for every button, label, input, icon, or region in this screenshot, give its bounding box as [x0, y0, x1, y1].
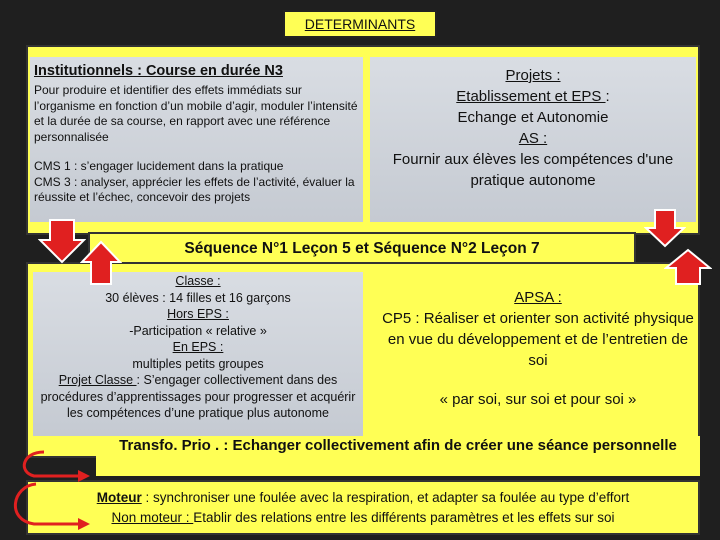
classe-heading: Classe : — [175, 274, 221, 288]
apsa-quote: « par soi, sur soi et pour soi » — [439, 391, 637, 408]
non-moteur-text: Etablir des relations entre les différents paramètres et les effets sur soi — [193, 510, 615, 525]
transfo-bar — [96, 436, 700, 476]
apsa-heading: APSA : — [514, 289, 562, 306]
page-title: DETERMINANTS — [304, 16, 416, 32]
non-moteur-label: Non moteur : — [111, 510, 194, 525]
en-eps-label: En EPS : — [172, 340, 224, 354]
apsa-text: CP5 : Réaliser et orienter son activité physique en vue du développement et de l’entretien de soi — [382, 310, 694, 369]
sequence-text: Séquence N°1 Leçon 5 et Séquence N°2 Leçon 7 — [184, 240, 540, 257]
arrow-up-left-icon — [80, 240, 122, 286]
institutionnels-panel — [30, 57, 363, 222]
projets-heading: Projets : — [505, 67, 561, 84]
sequence-bar — [88, 232, 636, 266]
etablissement-text: Echange et Autonomie — [457, 109, 609, 126]
moteur-label: Moteur — [96, 490, 142, 505]
en-eps-text: multiples petits groupes — [132, 356, 264, 371]
projet-classe-text: : S’engager collectivement dans des procédures d’apprentissages pour progresser et acquérir les compétences d’une pratique plus autonome — [40, 373, 356, 420]
cms3-text: CMS 3 : analyser, apprécier les effets de l’activité, évaluer la réussite et l’échec, concevoir des projets — [34, 174, 355, 204]
institutionnels-heading: Institutionnels : Course en durée N3 — [34, 63, 283, 79]
as-label: AS : — [518, 130, 548, 147]
arrow-up-right-icon — [664, 248, 712, 286]
classe-panel — [33, 272, 363, 436]
institutionnels-description: Pour produire et identifier des effets immédiats sur l’organisme en fonction d’un mobile d’agir, moduler l’intensité et la durée de sa course, en rapport avec une référence personnalisée — [34, 83, 358, 144]
hors-eps-text: -Participation « relative » — [129, 323, 267, 338]
curved-arrows-icon — [4, 440, 94, 540]
moteur-box — [26, 480, 700, 535]
etablissement-colon: : — [605, 88, 610, 105]
arrow-down-right-icon — [644, 208, 686, 248]
hors-eps-label: Hors EPS : — [167, 307, 229, 321]
arrow-down-left-icon — [38, 218, 86, 264]
classe-effectif: 30 élèves : 14 filles et 16 garçons — [105, 290, 291, 305]
as-text: Fournir aux élèves les compétences d'une pratique autonome — [392, 151, 674, 189]
etablissement-label: Etablissement et EPS — [456, 88, 606, 105]
projet-classe-label: Projet Classe — [58, 373, 137, 387]
apsa-panel — [380, 285, 696, 425]
title-box — [283, 10, 437, 38]
projets-panel — [370, 57, 696, 222]
moteur-text: : synchroniser une foulée avec la respiration, et adapter sa foulée au type d’effort — [141, 490, 630, 505]
transfo-text: Transfo. Prio . : Echanger collectivement afin de créer une séance personnelle — [119, 437, 677, 454]
cms1-text: CMS 1 : s’engager lucidement dans la pratique — [34, 159, 284, 173]
